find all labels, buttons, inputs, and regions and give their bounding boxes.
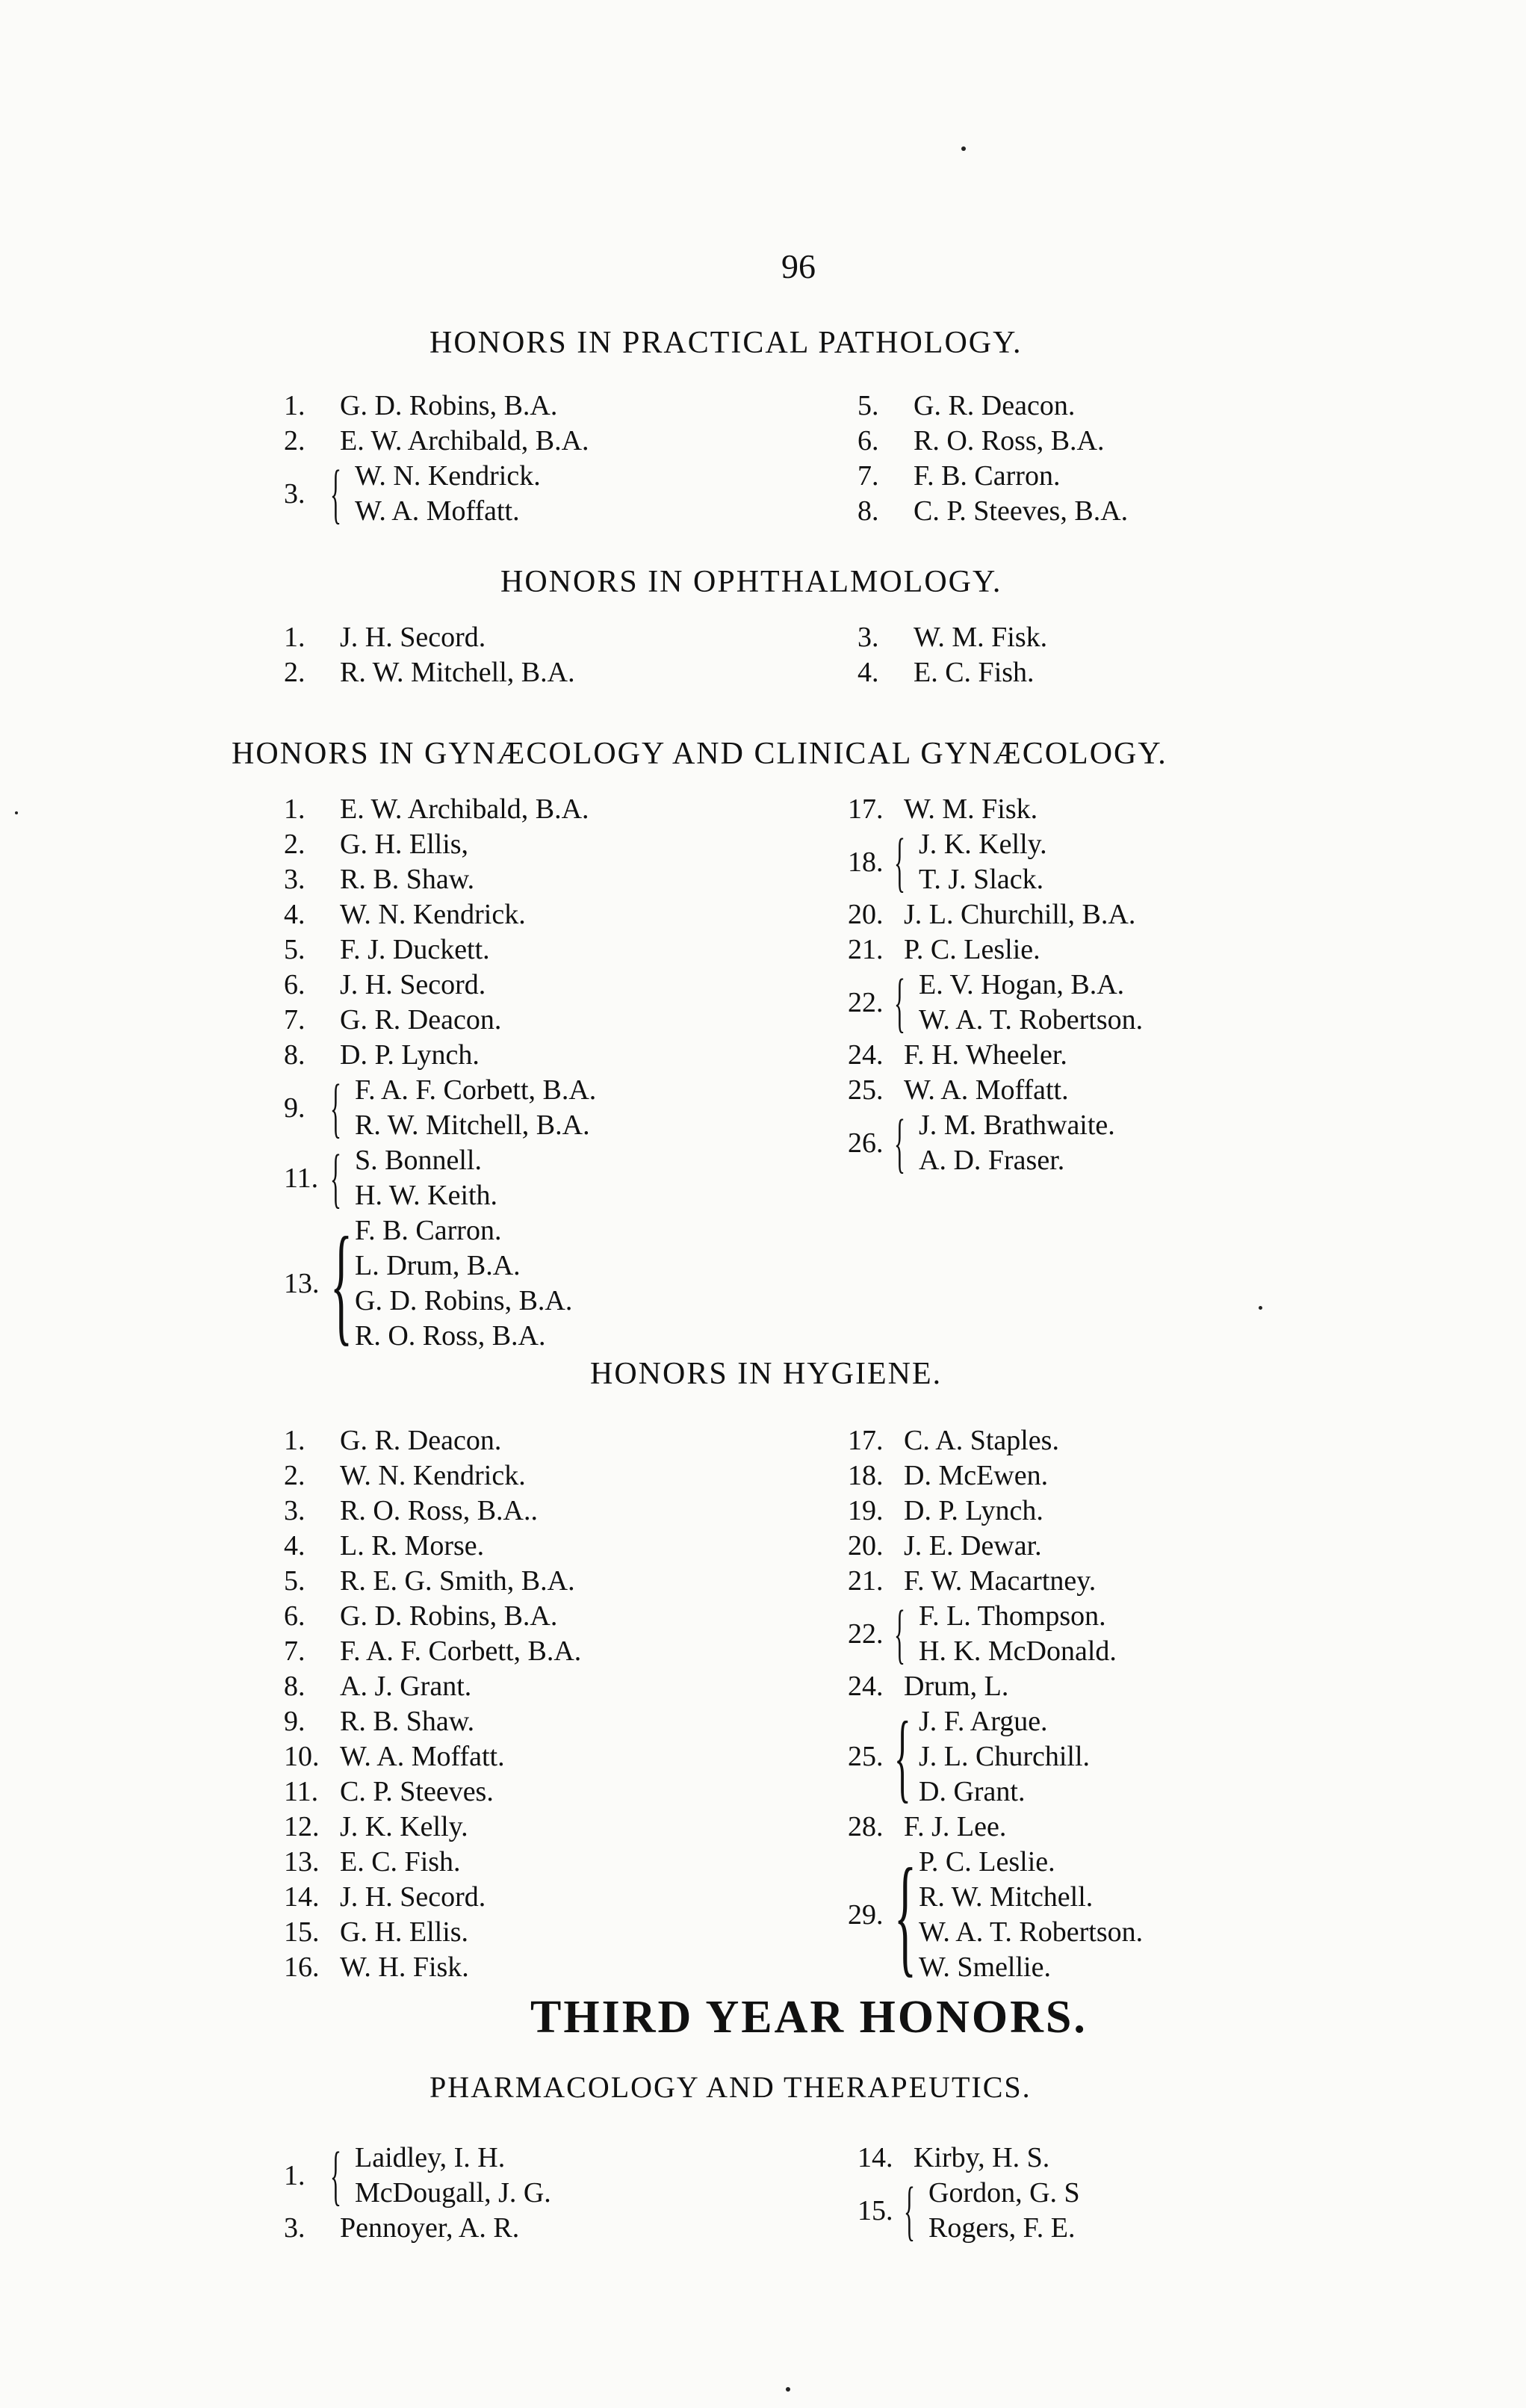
entry-number: 9.: [284, 1706, 305, 1737]
entry-number: 1.: [284, 622, 305, 653]
entry-number: 11.: [284, 1162, 319, 1194]
entry-number: 5.: [857, 390, 879, 421]
entry-name: C. A. Staples.: [904, 1425, 1059, 1456]
entry-name: R. O. Ross, B.A.: [355, 1320, 546, 1352]
entry-number: 14.: [857, 2142, 893, 2173]
entry-number: 5.: [284, 934, 305, 965]
entry-number: 5.: [284, 1565, 305, 1597]
entry-name: S. Bonnell.: [355, 1145, 482, 1176]
entry-name: Gordon, G. S: [928, 2177, 1080, 2209]
entry-number: 17.: [848, 793, 884, 825]
section-heading-third-year: THIRD YEAR HONORS.: [530, 1992, 1088, 2043]
entry-number: 22.: [848, 1618, 884, 1650]
entry-number: 26.: [848, 1127, 884, 1159]
entry-number: 18.: [848, 1460, 884, 1491]
entry-name: J. H. Secord.: [340, 969, 486, 1000]
entry-number: 22.: [848, 986, 884, 1018]
entry-name: J. M. Brathwaite.: [919, 1109, 1115, 1141]
entry-number: 10.: [284, 1741, 320, 1772]
entry-name: W. M. Fisk.: [914, 622, 1048, 653]
entry-name: C. P. Steeves, B.A.: [914, 495, 1129, 527]
entry-number: 3.: [284, 477, 305, 510]
entry-name: E. W. Archibald, B.A.: [340, 793, 589, 825]
print-speck: [961, 146, 966, 151]
entry-number: 1.: [284, 1425, 305, 1456]
entry-name: G. D. Robins, B.A.: [340, 1600, 558, 1632]
entry-number: 6.: [857, 425, 879, 456]
entry-number: 20.: [848, 899, 884, 930]
entry-number: 7.: [284, 1635, 305, 1667]
entry-name: J. L. Churchill.: [919, 1741, 1091, 1772]
entry-name: W. N. Kendrick.: [355, 460, 541, 492]
entry-name: W. N. Kendrick.: [340, 899, 526, 930]
entry-number: 13.: [284, 1267, 320, 1299]
entry-name: D. P. Lynch.: [340, 1039, 480, 1071]
section-heading-ophthalmology: HONORS IN OPHTHALMOLOGY.: [500, 565, 1002, 599]
entry-name: D. Grant.: [919, 1776, 1026, 1807]
entry-number: 2.: [284, 1460, 305, 1491]
section-heading-gynaecology: HONORS IN GYNÆCOLOGY AND CLINICAL GYNÆCOLOGY.: [232, 737, 1167, 771]
entry-name: H. K. McDonald.: [919, 1635, 1117, 1667]
entry-name: W. A. Moffatt.: [904, 1074, 1069, 1106]
entry-name: A. J. Grant.: [340, 1671, 472, 1702]
entry-name: L. R. Morse.: [340, 1530, 485, 1562]
entry-name: T. J. Slack.: [919, 864, 1044, 895]
entry-name: F. A. F. Corbett, B.A.: [355, 1074, 597, 1106]
entry-name: E. C. Fish.: [914, 657, 1035, 688]
entry-number: 3.: [284, 1495, 305, 1526]
entry-number: 3.: [857, 622, 879, 653]
group-brace: {: [330, 2138, 342, 2212]
entry-name: McDougall, J. G.: [355, 2177, 551, 2209]
entry-number: 9.: [284, 1092, 305, 1124]
entry-name: W. H. Fisk.: [340, 1952, 469, 1983]
entry-name: G. H. Ellis.: [340, 1916, 469, 1948]
entry-name: F. B. Carron.: [355, 1215, 502, 1246]
entry-number: 1.: [284, 2159, 305, 2191]
entry-number: 8.: [284, 1671, 305, 1702]
entry-name: R. O. Ross, B.A.: [914, 425, 1105, 456]
entry-name: Drum, L.: [904, 1671, 1009, 1702]
entry-name: E. V. Hogan, B.A.: [919, 969, 1125, 1000]
entry-number: 8.: [857, 495, 879, 527]
entry-number: 21.: [848, 934, 884, 965]
entry-number: 19.: [848, 1495, 884, 1526]
entry-number: 1.: [284, 793, 305, 825]
entry-number: 8.: [284, 1039, 305, 1071]
entry-number: 24.: [848, 1039, 884, 1071]
entry-number: 1.: [284, 390, 305, 421]
section-heading-hygiene: HONORS IN HYGIENE.: [590, 1357, 943, 1391]
entry-number: 28.: [848, 1811, 884, 1842]
entry-name: J. H. Secord.: [340, 622, 486, 653]
entry-number: 15.: [284, 1916, 320, 1948]
entry-name: W. N. Kendrick.: [340, 1460, 526, 1491]
group-brace: {: [894, 825, 906, 899]
entry-name: J. K. Kelly.: [340, 1811, 468, 1842]
entry-name: G. D. Robins, B.A.: [340, 390, 558, 421]
entry-name: G. H. Ellis,: [340, 829, 469, 860]
entry-name: C. P. Steeves.: [340, 1776, 494, 1807]
entry-number: 6.: [284, 1600, 305, 1632]
entry-number: 20.: [848, 1530, 884, 1562]
entry-name: R. W. Mitchell.: [919, 1881, 1094, 1913]
entry-number: 14.: [284, 1881, 320, 1913]
entry-name: W. A. T. Robertson.: [919, 1004, 1144, 1036]
entry-name: F. W. Macartney.: [904, 1565, 1097, 1597]
entry-name: F. A. F. Corbett, B.A.: [340, 1635, 582, 1667]
entry-name: W. M. Fisk.: [904, 793, 1038, 825]
entry-name: R. B. Shaw.: [340, 864, 475, 895]
entry-name: R. W. Mitchell, B.A.: [340, 657, 575, 688]
entry-name: J. E. Dewar.: [904, 1530, 1042, 1562]
entry-name: Kirby, H. S.: [914, 2142, 1050, 2173]
page-number: 96: [781, 247, 816, 285]
entry-number: 2.: [284, 657, 305, 688]
entry-name: J. H. Secord.: [340, 1881, 486, 1913]
group-brace: {: [894, 1841, 917, 1989]
group-brace: {: [904, 2173, 916, 2247]
entry-number: 15.: [857, 2194, 893, 2226]
group-brace: {: [330, 1141, 342, 1215]
entry-number: 7.: [857, 460, 879, 492]
print-speck: [1259, 1306, 1262, 1310]
entry-name: E. W. Archibald, B.A.: [340, 425, 589, 456]
entry-name: G. R. Deacon.: [914, 390, 1076, 421]
entry-name: W. Smellie.: [919, 1952, 1051, 1983]
entry-number: 13.: [284, 1846, 320, 1878]
group-brace: {: [894, 1597, 906, 1671]
entry-name: A. D. Fraser.: [919, 1145, 1065, 1176]
entry-number: 7.: [284, 1004, 305, 1036]
entry-name: H. W. Keith.: [355, 1180, 498, 1211]
entry-number: 25.: [848, 1074, 884, 1106]
entry-name: W. A. Moffatt.: [355, 495, 520, 527]
entry-name: D. P. Lynch.: [904, 1495, 1043, 1526]
entry-name: W. A. T. Robertson.: [919, 1916, 1144, 1948]
entry-name: J. F. Argue.: [919, 1706, 1048, 1737]
section-heading-pharmacology: PHARMACOLOGY AND THERAPEUTICS.: [429, 2070, 1032, 2104]
entry-name: G. R. Deacon.: [340, 1004, 502, 1036]
entry-number: 2.: [284, 829, 305, 860]
entry-name: P. C. Leslie.: [904, 934, 1040, 965]
entry-name: F. L. Thompson.: [919, 1600, 1106, 1632]
entry-number: 25.: [848, 1741, 884, 1772]
group-brace: {: [894, 1701, 911, 1812]
entry-name: W. A. Moffatt.: [340, 1741, 505, 1772]
entry-name: D. McEwen.: [904, 1460, 1049, 1491]
entry-number: 24.: [848, 1671, 884, 1702]
entry-number: 17.: [848, 1425, 884, 1456]
entry-name: J. L. Churchill, B.A.: [904, 899, 1136, 930]
entry-number: 16.: [284, 1952, 320, 1983]
group-brace: {: [330, 1210, 353, 1358]
entry-name: F. H. Wheeler.: [904, 1039, 1067, 1071]
entry-number: 3.: [284, 2212, 305, 2244]
entry-name: G. D. Robins, B.A.: [355, 1285, 573, 1316]
print-speck: [15, 811, 18, 814]
entry-name: F. J. Lee.: [904, 1811, 1007, 1842]
entry-name: Laidley, I. H.: [355, 2142, 506, 2173]
entry-number: 11.: [284, 1776, 319, 1807]
entry-number: 4.: [284, 1530, 305, 1562]
entry-name: J. K. Kelly.: [919, 829, 1047, 860]
entry-name: Pennoyer, A. R.: [340, 2212, 520, 2244]
entry-number: 29.: [848, 1898, 884, 1931]
entry-name: P. C. Leslie.: [919, 1846, 1055, 1878]
entry-name: L. Drum, B.A.: [355, 1250, 521, 1281]
entry-number: 4.: [857, 657, 879, 688]
entry-name: R. O. Ross, B.A..: [340, 1495, 538, 1526]
entry-number: 4.: [284, 899, 305, 930]
section-heading-practical-pathology: HONORS IN PRACTICAL PATHOLOGY.: [429, 326, 1023, 360]
entry-name: G. R. Deacon.: [340, 1425, 502, 1456]
entry-name: R. B. Shaw.: [340, 1706, 475, 1737]
entry-number: 21.: [848, 1565, 884, 1597]
entry-number: 12.: [284, 1811, 320, 1842]
entry-name: F. J. Duckett.: [340, 934, 490, 965]
group-brace: {: [330, 456, 342, 530]
entry-name: R. W. Mitchell, B.A.: [355, 1109, 590, 1141]
group-brace: {: [330, 1071, 342, 1145]
print-speck: [786, 2387, 790, 2392]
entry-name: F. B. Carron.: [914, 460, 1061, 492]
group-brace: {: [894, 965, 906, 1039]
entry-name: E. C. Fish.: [340, 1846, 461, 1878]
entry-number: 2.: [284, 425, 305, 456]
entry-name: Rogers, F. E.: [928, 2212, 1076, 2244]
entry-number: 6.: [284, 969, 305, 1000]
entry-name: R. E. G. Smith, B.A.: [340, 1565, 575, 1597]
entry-number: 18.: [848, 846, 884, 878]
entry-number: 3.: [284, 864, 305, 895]
group-brace: {: [894, 1106, 906, 1180]
